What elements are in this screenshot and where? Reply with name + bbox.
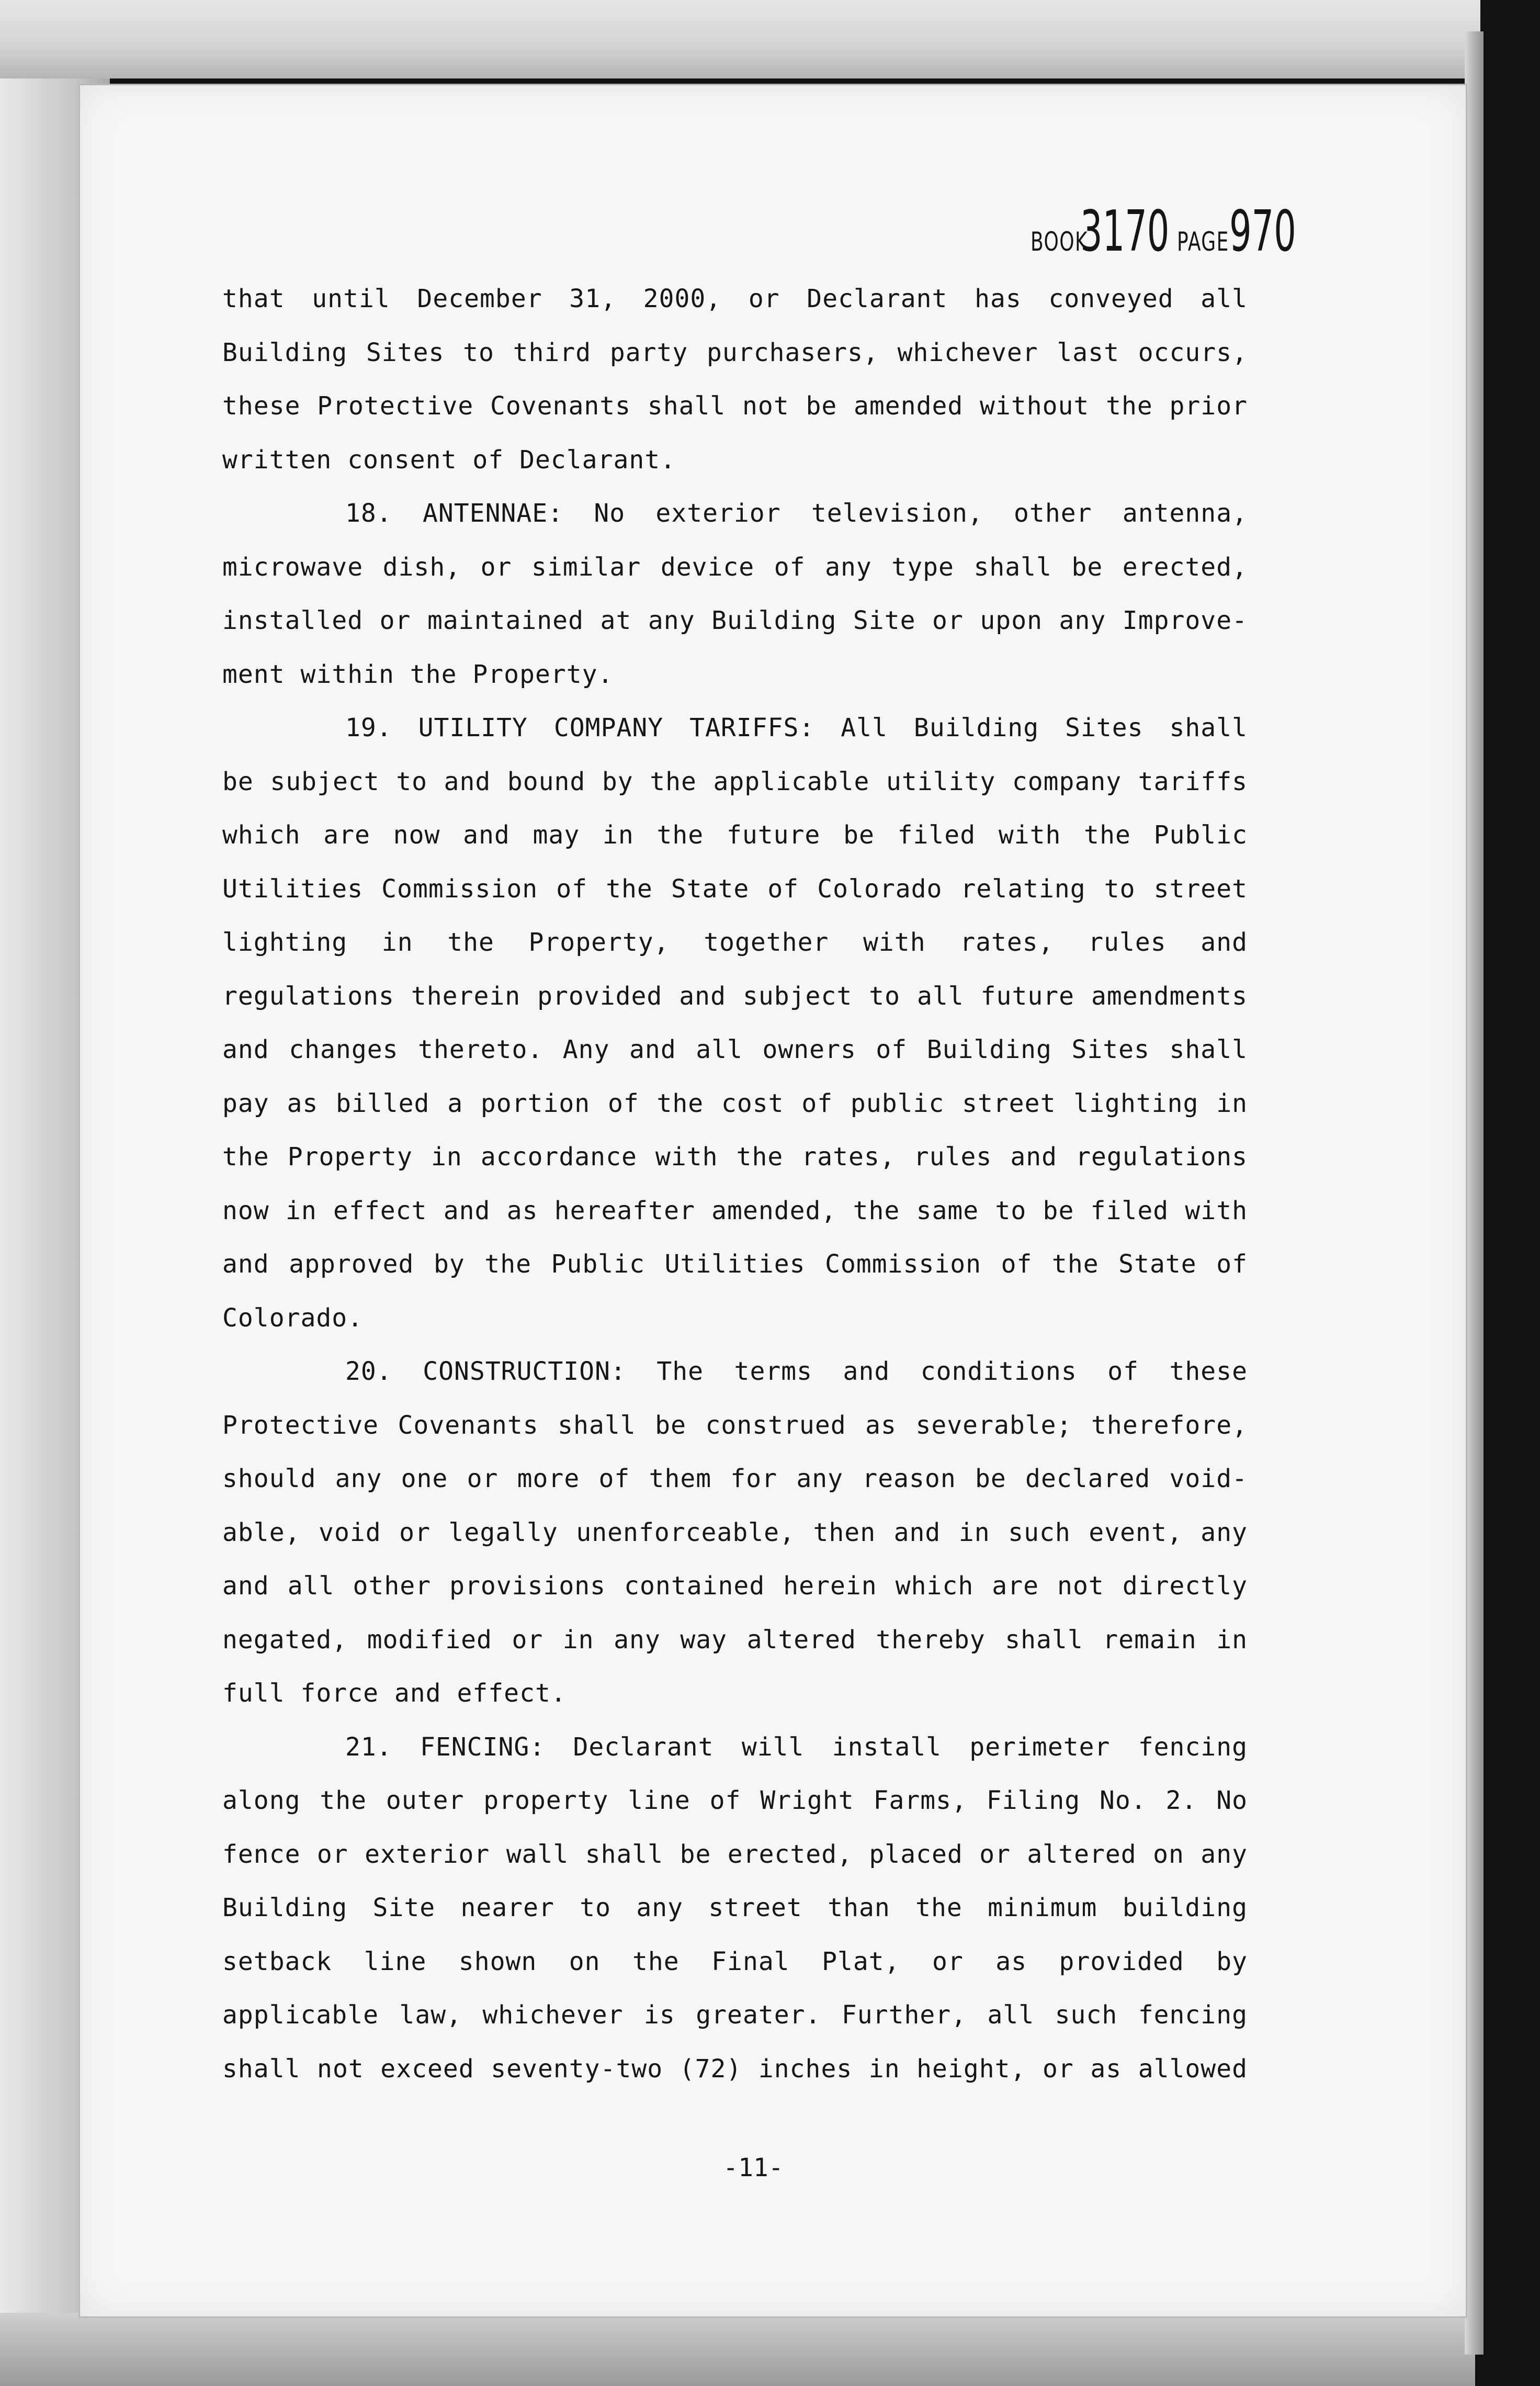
section-heading-line: 20. CONSTRUCTION: The terms and conditions of these: [345, 1357, 1248, 1386]
text-line: lighting in the Property, together with rates, rules and: [222, 928, 1248, 957]
text-line: shall not exceed seventy-two (72) inches in height, or as allowed: [222, 2054, 1248, 2084]
text-line: negated, modified or in any way altered thereby shall remain in: [222, 1625, 1248, 1655]
scan-top-edge: [0, 0, 1480, 78]
text-line: pay as billed a portion of the cost of public street lighting in: [222, 1088, 1248, 1118]
text-line: regulations therein provided and subject to all future amendments: [222, 981, 1248, 1011]
text-line: installed or maintained at any Building Site or upon any Improve-: [222, 606, 1248, 635]
text-line: should any one or more of them for any reason be declared void-: [222, 1464, 1248, 1493]
section-heading-line: 21. FENCING: Declarant will install perimeter fencing: [345, 1732, 1248, 1762]
text-line: microwave dish, or similar device of any type shall be erected,: [222, 552, 1248, 582]
text-line: full force and effect.: [222, 1679, 567, 1708]
text-line: able, void or legally unenforceable, then and in such event, any: [222, 1517, 1248, 1547]
text-line: Utilities Commission of the State of Colorado relating to street: [222, 874, 1248, 904]
text-line: that until December 31, 2000, or Declarant has conveyed all: [222, 284, 1248, 313]
text-line: the Property in accordance with the rates, rules and regulations: [222, 1142, 1248, 1172]
scan-bottom-edge: [0, 2313, 1475, 2386]
text-line: Colorado.: [222, 1303, 364, 1333]
book-label: BOOK: [1031, 227, 1089, 257]
text-line: these Protective Covenants shall not be amended without the prior: [222, 391, 1248, 421]
text-line: applicable law, whichever is greater. Further, all such fencing: [222, 2000, 1248, 2030]
text-line: now in effect and as hereafter amended, the same to be filed with: [222, 1196, 1248, 1225]
text-line: and changes thereto. Any and all owners of Building Sites shall: [222, 1035, 1248, 1064]
book-page-stamp: [1031, 199, 1303, 264]
text-line: and approved by the Public Utilities Commission of the State of: [222, 1250, 1248, 1279]
book-number: 3170: [1080, 199, 1170, 264]
text-line: which are now and may in the future be filed with the Public: [222, 820, 1248, 850]
page-number-stamp: 970: [1229, 199, 1296, 264]
text-line: fence or exterior wall shall be erected, placed or altered on any: [222, 1839, 1248, 1869]
text-line: along the outer property line of Wright Farms, Filing No. 2. No: [222, 1786, 1248, 1815]
text-line: setback line shown on the Final Plat, or as provided by: [222, 1946, 1248, 1976]
scan-right-edge: [1465, 31, 1484, 2355]
page-label: PAGE: [1177, 227, 1229, 257]
text-line: written consent of Declarant.: [222, 445, 676, 475]
section-heading-line: 19. UTILITY COMPANY TARIFFS: All Building Sites shall: [345, 713, 1248, 742]
section-heading-line: 18. ANTENNAE: No exterior television, other antenna,: [345, 499, 1248, 528]
text-line: Building Sites to third party purchasers, whichever last occurs,: [222, 337, 1248, 367]
text-line: and all other provisions contained herein which are not directly: [222, 1571, 1248, 1601]
document-body: [222, 272, 1248, 2096]
text-line: Building Site nearer to any street than the minimum building: [222, 1893, 1248, 1922]
text-line: be subject to and bound by the applicable utility company tariffs: [222, 767, 1248, 796]
text-line: ment within the Property.: [222, 659, 614, 689]
text-line: Protective Covenants shall be construed as severable; therefore,: [222, 1410, 1248, 1440]
page-footer-number: -11-: [723, 2153, 784, 2182]
